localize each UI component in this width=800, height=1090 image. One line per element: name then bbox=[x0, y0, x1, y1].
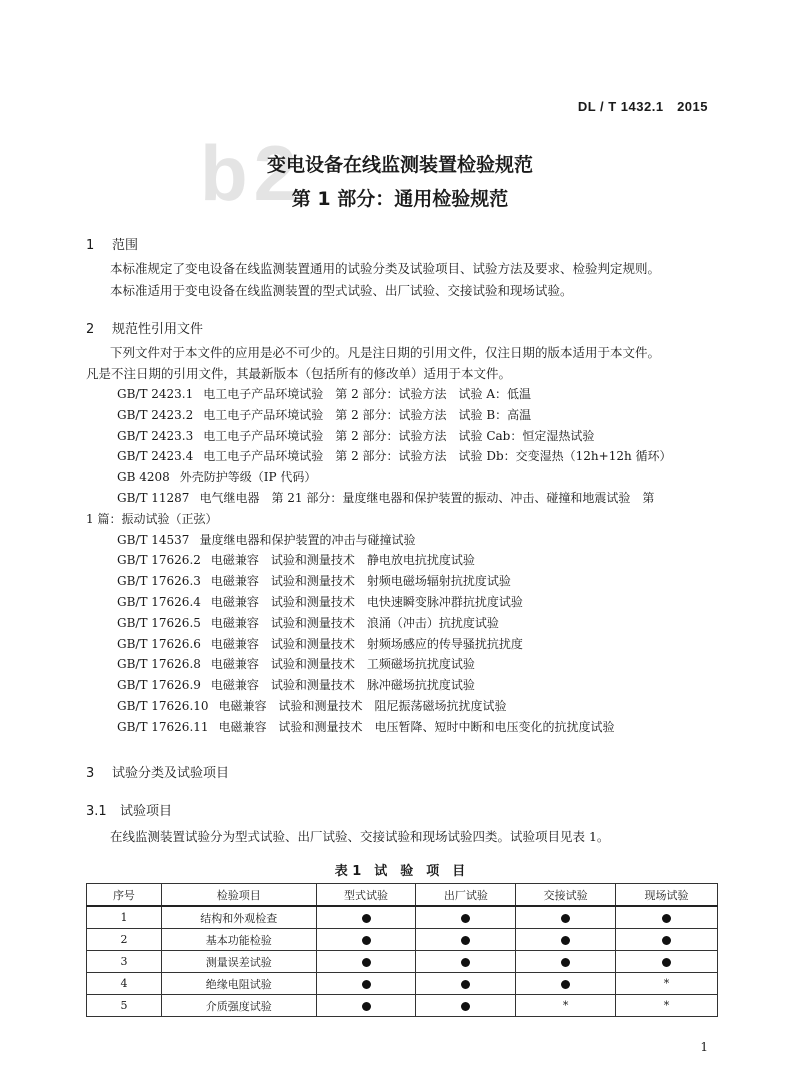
required-mark-cell bbox=[316, 995, 416, 1017]
reference-title: 电磁兼容 试验和测量技术 工频磁场抗扰度试验 bbox=[210, 657, 475, 672]
reference-item bbox=[117, 467, 316, 488]
reference-code: GB/T 2423.2 bbox=[117, 407, 194, 422]
reference-item bbox=[117, 446, 672, 467]
section-title: 试验项目 bbox=[120, 804, 173, 819]
row-number: 1 bbox=[87, 906, 162, 929]
reference-code: GB/T 17626.5 bbox=[117, 615, 201, 630]
reference-title: 1 篇：振动试验（正弦） bbox=[86, 511, 218, 526]
conditional-mark-cell bbox=[516, 995, 616, 1017]
reference-title: 电磁兼容 试验和测量技术 脉冲磁场抗扰度试验 bbox=[210, 678, 475, 693]
reference-item bbox=[117, 613, 499, 634]
required-mark-cell bbox=[516, 973, 616, 995]
conditional-mark: * bbox=[663, 977, 670, 990]
reference-code: GB/T 2423.4 bbox=[117, 449, 194, 464]
conditional-mark-cell bbox=[616, 995, 718, 1017]
reference-code: GB/T 2423.3 bbox=[117, 428, 194, 443]
reference-title: 量度继电器和保护装置的冲击与碰撞试验 bbox=[199, 532, 416, 547]
table-header-cell: 序号 bbox=[87, 884, 162, 907]
table-header-row bbox=[87, 884, 718, 907]
test-item-name: 基本功能检验 bbox=[161, 929, 316, 951]
reference-title: 电磁兼容 试验和测量技术 射频电磁场辐射抗扰度试验 bbox=[210, 574, 511, 589]
test-item-name: 介质强度试验 bbox=[161, 995, 316, 1017]
test-item-name: 测量误差试验 bbox=[161, 951, 316, 973]
reference-title: 外壳防护等级（IP 代码） bbox=[179, 470, 317, 485]
reference-item bbox=[117, 634, 523, 655]
required-dot-icon bbox=[662, 958, 671, 967]
reference-item bbox=[117, 592, 523, 613]
reference-item bbox=[117, 696, 507, 717]
section-1-heading bbox=[86, 234, 138, 253]
required-dot-icon bbox=[561, 914, 570, 923]
section-number: 2 bbox=[86, 322, 95, 337]
reference-item bbox=[117, 530, 415, 551]
test-item-name: 结构和外观检查 bbox=[161, 906, 316, 929]
reference-code: GB/T 17626.3 bbox=[117, 574, 201, 589]
required-mark-cell bbox=[416, 951, 516, 973]
row-number: 2 bbox=[87, 929, 162, 951]
required-dot-icon bbox=[461, 936, 470, 945]
row-number: 5 bbox=[87, 995, 162, 1017]
reference-item bbox=[86, 509, 217, 530]
conditional-mark-cell bbox=[616, 973, 718, 995]
reference-item bbox=[117, 717, 615, 738]
section-title: 试验分类及试验项目 bbox=[112, 766, 230, 781]
required-mark-cell bbox=[616, 951, 718, 973]
reference-item bbox=[117, 426, 594, 447]
required-dot-icon bbox=[362, 1002, 371, 1011]
required-dot-icon bbox=[362, 958, 371, 967]
table-caption: 表 1 试 验 项 目 bbox=[334, 864, 466, 879]
required-mark-cell bbox=[416, 906, 516, 929]
required-dot-icon bbox=[362, 936, 371, 945]
reference-title: 电工电子产品环境试验 第 2 部分：试验方法 试验 Db：交变湿热（12h+12h 循环） bbox=[203, 449, 672, 464]
watermark: b2 bbox=[200, 129, 304, 217]
table-header-cell: 型式试验 bbox=[316, 884, 416, 907]
required-dot-icon bbox=[561, 980, 570, 989]
section-number: 1 bbox=[86, 238, 95, 253]
required-mark-cell bbox=[616, 906, 718, 929]
doc-title-line2: 第 1 部分：通用检验规范 bbox=[291, 188, 509, 210]
required-dot-icon bbox=[461, 914, 470, 923]
required-mark-cell bbox=[516, 906, 616, 929]
section-2-heading bbox=[86, 318, 203, 337]
paragraph: 下列文件对于本文件的应用是必不可少的。凡是注日期的引用文件，仅注日期的版本适用于本文件。 bbox=[110, 345, 661, 360]
table-row bbox=[87, 951, 718, 973]
section-title: 规范性引用文件 bbox=[112, 322, 204, 337]
reference-code: GB/T 17626.4 bbox=[117, 595, 201, 609]
reference-code: GB/T 17626.2 bbox=[117, 553, 201, 568]
reference-code: GB/T 17626.6 bbox=[117, 636, 201, 651]
required-mark-cell bbox=[516, 929, 616, 951]
reference-item bbox=[117, 550, 475, 571]
paragraph: 凡是不注日期的引用文件，其最新版本（包括所有的修改单）适用于本文件。 bbox=[86, 366, 512, 381]
required-mark-cell bbox=[416, 973, 516, 995]
required-mark-cell bbox=[316, 951, 416, 973]
reference-item bbox=[117, 384, 531, 405]
section-title: 范围 bbox=[112, 238, 139, 253]
reference-title: 电工电子产品环境试验 第 2 部分：试验方法 试验 B：高温 bbox=[203, 407, 532, 422]
required-dot-icon bbox=[662, 914, 671, 923]
reference-title: 电工电子产品环境试验 第 2 部分：试验方法 试验 A：低温 bbox=[203, 387, 532, 401]
test-items-table bbox=[86, 883, 718, 1017]
row-number: 3 bbox=[87, 951, 162, 973]
reference-code: GB/T 17626.9 bbox=[117, 678, 201, 693]
required-dot-icon bbox=[362, 980, 371, 989]
reference-title: 电磁兼容 试验和测量技术 阻尼振荡磁场抗扰度试验 bbox=[218, 699, 507, 713]
reference-title: 电磁兼容 试验和测量技术 电快速瞬变脉冲群抗扰度试验 bbox=[210, 595, 523, 609]
reference-item bbox=[117, 654, 475, 675]
required-dot-icon bbox=[662, 936, 671, 945]
required-mark-cell bbox=[616, 929, 718, 951]
section-3-1-heading bbox=[86, 800, 172, 819]
reference-title: 电气继电器 第 21 部分：量度继电器和保护装置的振动、冲击、碰撞和地震试验 第 bbox=[199, 491, 655, 505]
reference-code: GB/T 17626.8 bbox=[117, 657, 201, 672]
table-row bbox=[87, 929, 718, 951]
reference-code: GB/T 17626.10 bbox=[117, 699, 209, 713]
table-row bbox=[87, 973, 718, 995]
paragraph: 本标准适用于变电设备在线监测装置的型式试验、出厂试验、交接试验和现场试验。 bbox=[110, 283, 573, 298]
reference-code: GB/T 2423.1 bbox=[117, 387, 194, 401]
reference-code: GB/T 17626.11 bbox=[117, 719, 209, 734]
table-row bbox=[87, 995, 718, 1017]
table-body bbox=[87, 906, 718, 1017]
required-mark-cell bbox=[316, 929, 416, 951]
required-dot-icon bbox=[561, 936, 570, 945]
reference-title: 电磁兼容 试验和测量技术 浪涌（冲击）抗扰度试验 bbox=[210, 615, 499, 630]
reference-item bbox=[117, 675, 475, 696]
required-dot-icon bbox=[461, 980, 470, 989]
section-3-heading bbox=[86, 762, 229, 781]
reference-title: 电磁兼容 试验和测量技术 电压暂降、短时中断和电压变化的抗扰度试验 bbox=[218, 719, 615, 734]
conditional-mark: * bbox=[562, 999, 569, 1012]
reference-title: 电磁兼容 试验和测量技术 静电放电抗扰度试验 bbox=[210, 553, 475, 568]
required-dot-icon bbox=[461, 1002, 470, 1011]
doc-title-line1: 变电设备在线监测装置检验规范 bbox=[266, 154, 533, 176]
page-number: 1 bbox=[700, 1040, 708, 1054]
required-mark-cell bbox=[416, 929, 516, 951]
paragraph: 本标准规定了变电设备在线监测装置通用的试验分类及试验项目、试验方法及要求、检验判定规则。 bbox=[110, 261, 661, 276]
reference-code: GB/T 14537 bbox=[117, 532, 190, 547]
reference-title: 电磁兼容 试验和测量技术 射频场感应的传导骚扰抗扰度 bbox=[210, 636, 523, 651]
reference-title: 电工电子产品环境试验 第 2 部分：试验方法 试验 Cab：恒定湿热试验 bbox=[203, 428, 595, 443]
section-number: 3.1 bbox=[86, 804, 107, 819]
required-dot-icon bbox=[461, 958, 470, 967]
conditional-mark: * bbox=[663, 999, 670, 1012]
paragraph: 在线监测装置试验分为型式试验、出厂试验、交接试验和现场试验四类。试验项目见表 1。 bbox=[110, 829, 610, 844]
reference-item bbox=[117, 571, 511, 592]
reference-item bbox=[117, 488, 654, 509]
test-item-name: 绝缘电阻试验 bbox=[161, 973, 316, 995]
standard-number: DL / T 1432.1 2015 bbox=[577, 99, 708, 114]
table-header-cell: 现场试验 bbox=[616, 884, 718, 907]
required-mark-cell bbox=[416, 995, 516, 1017]
reference-item bbox=[117, 405, 531, 426]
table-header-cell: 出厂试验 bbox=[416, 884, 516, 907]
table-header-cell: 检验项目 bbox=[161, 884, 316, 907]
row-number: 4 bbox=[87, 973, 162, 995]
section-number: 3 bbox=[86, 766, 95, 781]
required-dot-icon bbox=[362, 914, 371, 923]
required-mark-cell bbox=[516, 951, 616, 973]
required-mark-cell bbox=[316, 906, 416, 929]
table-row bbox=[87, 906, 718, 929]
reference-code: GB/T 11287 bbox=[117, 491, 190, 505]
reference-code: GB 4208 bbox=[117, 470, 170, 485]
required-mark-cell bbox=[316, 973, 416, 995]
required-dot-icon bbox=[561, 958, 570, 967]
table-header-cell: 交接试验 bbox=[516, 884, 616, 907]
